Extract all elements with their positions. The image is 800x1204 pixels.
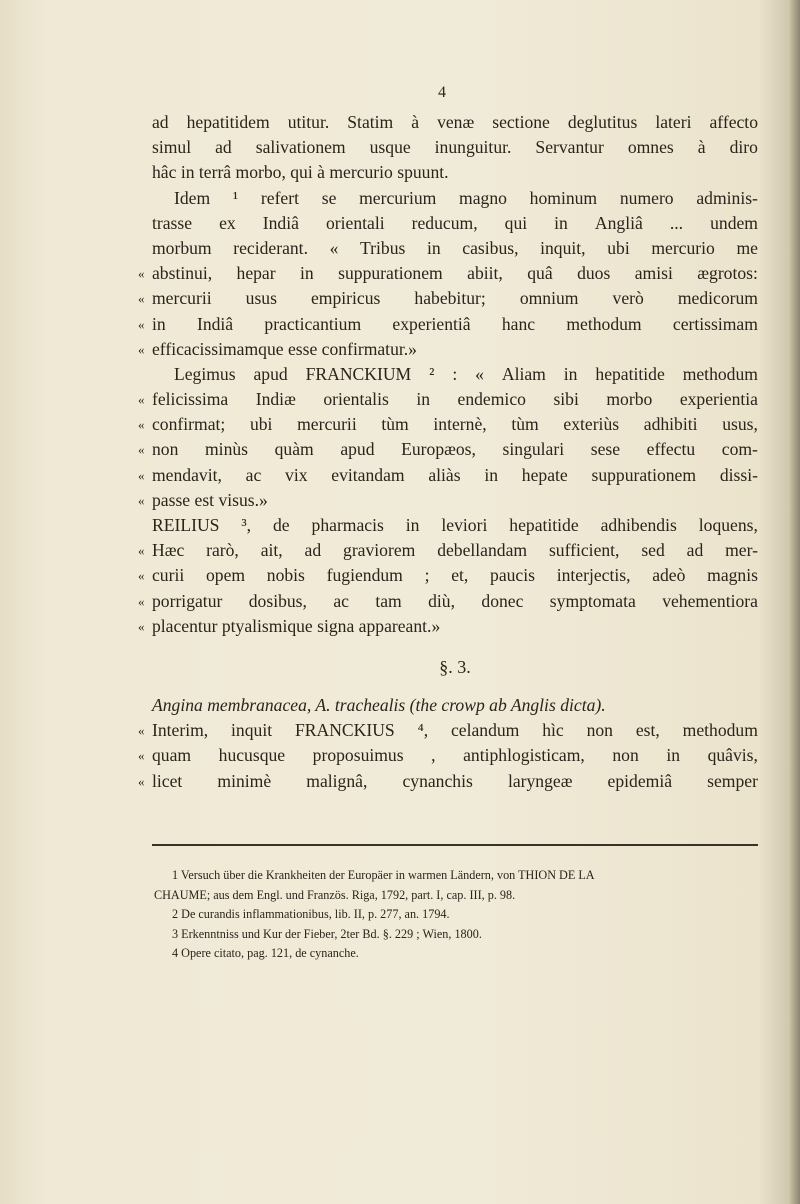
word: proposuimus	[312, 745, 404, 766]
text-line	[138, 286, 758, 311]
word: porrigatur	[152, 590, 223, 611]
word: abiit,	[467, 263, 503, 284]
word: magno	[459, 187, 507, 208]
footnote-line: CHAUME; aus dem Engl. und Französ. Riga, 1792, part. I, cap. III, p. 98.	[154, 887, 516, 902]
word: lateri	[655, 112, 692, 132]
text-line	[152, 110, 758, 135]
word: felicissima	[152, 389, 229, 410]
word: ad	[686, 540, 704, 561]
word: Indiæ	[255, 389, 296, 410]
word: in	[563, 363, 578, 384]
text-line	[138, 718, 758, 743]
word: in	[152, 313, 166, 334]
section-heading: §. 3.	[439, 656, 471, 677]
word: minimè	[217, 770, 272, 791]
text-line	[138, 387, 758, 412]
quote-mark: «	[138, 316, 145, 332]
word: in	[484, 464, 499, 485]
word: ,	[431, 745, 436, 766]
word: sufficient,	[548, 540, 620, 561]
word: diro	[729, 137, 758, 158]
word: curii	[152, 565, 185, 586]
word: sibi	[553, 389, 579, 410]
word: diù,	[428, 590, 455, 611]
word: ad	[152, 112, 169, 132]
word: ait,	[260, 540, 283, 561]
text-line	[138, 614, 758, 639]
word: abstinui,	[152, 263, 213, 284]
word: leviori	[441, 515, 488, 535]
word: qui	[504, 212, 528, 233]
text-line	[138, 337, 758, 362]
quote-mark: «	[138, 543, 145, 559]
word: nobis	[266, 565, 305, 586]
word: à	[411, 112, 420, 132]
text-line	[138, 538, 758, 563]
word: mercurio	[651, 237, 715, 258]
text-line	[152, 160, 758, 185]
text-line	[138, 437, 758, 462]
word: inunguitur.	[434, 137, 512, 158]
word: in	[416, 389, 431, 410]
footnotes	[154, 866, 752, 964]
word: duos	[577, 263, 611, 284]
line-text: hâc in terrâ morbo, qui à mercurio spuunt.	[152, 162, 449, 183]
word: rarò,	[206, 540, 239, 561]
word: ;	[424, 565, 430, 586]
word: salivationem	[255, 137, 346, 158]
word: orientali	[325, 212, 385, 233]
word: donec	[481, 590, 524, 611]
quote-mark: «	[138, 266, 145, 282]
quote-mark: «	[138, 392, 145, 408]
quote-mark: «	[138, 618, 145, 634]
word: vix	[285, 464, 308, 485]
word: tùm	[381, 414, 409, 435]
word: suppurationem	[591, 464, 697, 485]
quote-mark: «	[138, 723, 145, 739]
word: Interim,	[152, 720, 209, 741]
word: adhibiti	[643, 414, 698, 435]
word: hominum	[529, 187, 598, 208]
word: trasse	[152, 212, 193, 233]
text-line	[138, 312, 758, 337]
word: in	[405, 515, 420, 535]
word: symptomata	[549, 590, 636, 611]
word: pharmacis	[311, 515, 384, 535]
word: in	[666, 745, 680, 766]
word: quam	[152, 745, 192, 766]
word: fugiendum	[326, 565, 403, 586]
word: methodum	[566, 313, 642, 334]
word: paucis	[490, 565, 535, 586]
footnote-line: 2 De curandis inflammationibus, lib. II, p. 277, an. 1794.	[172, 907, 450, 921]
word: minùs	[205, 439, 249, 460]
word: mercurium	[359, 187, 437, 208]
word: ac	[333, 590, 349, 611]
text-line	[138, 563, 758, 588]
word: est,	[635, 720, 660, 741]
word: methodum	[682, 363, 758, 384]
text-line	[152, 693, 758, 718]
word: in	[426, 237, 441, 258]
word: usus,	[722, 414, 758, 435]
word: internè,	[433, 414, 487, 435]
word: hìc	[542, 720, 564, 741]
word: interjectis,	[556, 565, 631, 586]
word: undem	[710, 212, 758, 233]
word: mercurii	[152, 288, 212, 309]
word: non	[152, 439, 179, 460]
word: licet	[152, 770, 183, 791]
word: semper	[707, 770, 758, 791]
word: :	[452, 363, 458, 384]
text-line	[152, 211, 758, 236]
word: Angliâ	[594, 212, 643, 233]
footnote-line: 1 Versuch über die Krankheiten der Europäer in warmen Ländern, von THION DE LA	[172, 868, 595, 882]
word: experientiâ	[392, 313, 471, 334]
word: graviorem	[343, 540, 416, 561]
word: verò	[612, 288, 644, 309]
word: sed	[641, 540, 665, 561]
word: suppurationem	[338, 263, 443, 284]
text-line	[138, 589, 758, 614]
word: medicorum	[677, 288, 758, 309]
word: evitandam	[331, 464, 405, 485]
word: omnium	[519, 288, 579, 309]
line-text: placentur ptyalismique signa appareant.»	[152, 615, 441, 636]
word: affecto	[709, 112, 758, 132]
word: loquens,	[698, 515, 758, 535]
word: omnes	[627, 137, 674, 158]
word: aliàs	[428, 464, 461, 485]
word: hanc	[501, 313, 536, 334]
word: venæ	[437, 112, 475, 132]
word: Statim	[347, 112, 394, 132]
text-line	[152, 513, 758, 538]
word: inquit	[231, 720, 273, 741]
word: à	[697, 137, 706, 158]
text-line	[138, 743, 758, 768]
word: tam	[375, 590, 402, 611]
word: «	[475, 363, 484, 384]
word: ³,	[241, 515, 252, 535]
word: simul	[152, 137, 192, 158]
word: reducum,	[411, 212, 478, 233]
word: singulari	[502, 439, 565, 460]
quote-mark: «	[138, 341, 145, 357]
word: Idem	[174, 187, 211, 208]
body-text	[138, 110, 758, 794]
word: hepate	[521, 464, 568, 485]
line-text: efficacissimamque esse confirmatur.»	[152, 338, 417, 359]
word: hucusque	[218, 745, 286, 766]
text-line	[152, 135, 758, 160]
word: sese	[590, 439, 621, 460]
word: usus	[245, 288, 277, 309]
word: morbo	[606, 389, 653, 410]
word: quàm	[274, 439, 314, 460]
word: certissimam	[672, 313, 758, 334]
quote-mark: «	[138, 467, 145, 483]
word: me	[736, 237, 758, 258]
word: FRANCKIUS	[294, 720, 395, 741]
word: se	[321, 187, 337, 208]
word: opem	[205, 565, 246, 586]
word: REILIUS	[152, 515, 220, 535]
line-text: passe est visus.»	[152, 489, 268, 510]
word: adhibendis	[600, 515, 677, 535]
word: quâvis,	[707, 745, 758, 766]
word: effectu	[646, 439, 696, 460]
word: non	[612, 745, 639, 766]
quote-mark: «	[138, 748, 145, 764]
text-line	[152, 362, 758, 387]
word: sectione	[492, 112, 550, 132]
word: dissi-	[719, 464, 758, 485]
quote-mark: «	[138, 568, 145, 584]
word: adeò	[652, 565, 686, 586]
word: practicantium	[264, 313, 362, 334]
word: hepatitidem	[186, 112, 270, 132]
text-line	[138, 412, 758, 437]
word: ²	[429, 363, 435, 384]
word: Europæos,	[401, 439, 476, 460]
word: debellandam	[437, 540, 528, 561]
text-line	[138, 769, 758, 794]
word: ubi	[607, 237, 630, 258]
word: ⁴,	[417, 720, 429, 741]
section-title: Angina membranacea, A. trachealis (the crowp ab Anglis dicta).	[152, 694, 606, 715]
word: hepatitide	[509, 515, 579, 535]
word: «	[329, 237, 339, 258]
word: usque	[369, 137, 411, 158]
word: ex	[219, 212, 236, 233]
word: hepatitide	[595, 363, 665, 384]
word: confirmat;	[152, 414, 226, 435]
word: com-	[721, 439, 758, 460]
word: experientia	[679, 389, 758, 410]
word: Hæc	[152, 540, 185, 561]
quote-mark: «	[138, 417, 145, 433]
word: hepar	[236, 263, 276, 284]
footnote-line: 4 Opere citato, pag. 121, de cynanche.	[172, 946, 359, 960]
quote-mark: «	[138, 291, 145, 307]
word: cynanchis	[402, 770, 473, 791]
word: mercurii	[297, 414, 357, 435]
word: empiricus	[310, 288, 381, 309]
word: antiphlogisticam,	[463, 745, 585, 766]
word: apud	[253, 363, 288, 384]
word: Legimus	[174, 363, 236, 384]
word: orientalis	[323, 389, 389, 410]
word: reciderant.	[233, 237, 308, 258]
word: mer-	[725, 540, 758, 561]
word: ad	[215, 137, 232, 158]
word: ¹	[232, 187, 239, 208]
quote-mark: «	[138, 773, 145, 789]
word: ac	[245, 464, 262, 485]
word: vehementiora	[662, 590, 758, 611]
word: FRANCKIUM	[305, 363, 412, 384]
page-edge	[790, 0, 800, 1204]
word: ad	[304, 540, 322, 561]
word: Tribus	[360, 237, 406, 258]
word: Indiâ	[196, 313, 234, 334]
footnote-rule	[152, 844, 758, 846]
quote-mark: «	[138, 442, 145, 458]
word: in	[300, 263, 314, 284]
word: de	[273, 515, 290, 535]
word: magnis	[707, 565, 758, 586]
word: ubi	[249, 414, 273, 435]
word: numero	[619, 187, 674, 208]
word: ægrotos:	[697, 263, 758, 284]
word: apud	[340, 439, 375, 460]
word: et,	[451, 565, 469, 586]
text-line	[138, 261, 758, 286]
word: morbum	[152, 237, 212, 258]
quote-mark: «	[138, 593, 145, 609]
text-line	[152, 186, 758, 211]
word: utitur.	[287, 112, 330, 132]
quote-mark: «	[138, 492, 145, 508]
word: ...	[669, 212, 684, 233]
word: non	[586, 720, 613, 741]
page-number: 4	[438, 84, 446, 101]
word: malignâ,	[306, 770, 368, 791]
word: epidemiâ	[607, 770, 673, 791]
word: casibus,	[462, 237, 519, 258]
word: inquit,	[540, 237, 586, 258]
word: deglutitus	[567, 112, 638, 132]
footnote-line: 3 Erkenntniss und Kur der Fieber, 2ter Bd. §. 229 ; Wien, 1800.	[172, 926, 482, 941]
word: quâ	[527, 263, 553, 284]
word: laryngeæ	[507, 770, 573, 791]
text-line	[152, 236, 758, 261]
word: tùm	[511, 414, 539, 435]
text-line	[138, 488, 758, 513]
word: mendavit,	[152, 464, 222, 485]
word: Servantur	[535, 137, 604, 158]
word: Aliam	[501, 363, 546, 384]
word: endemico	[457, 389, 526, 410]
word: dosibus,	[248, 590, 307, 611]
word: amisi	[634, 263, 673, 284]
word: methodum	[682, 720, 758, 741]
word: Indiâ	[262, 212, 299, 233]
word: exteriùs	[563, 414, 620, 435]
word: habebitur;	[414, 288, 486, 309]
word: celandum	[450, 720, 520, 741]
word: in	[554, 212, 568, 233]
text-line	[138, 463, 758, 488]
word: adminis-	[696, 187, 758, 208]
word: refert	[260, 187, 299, 208]
